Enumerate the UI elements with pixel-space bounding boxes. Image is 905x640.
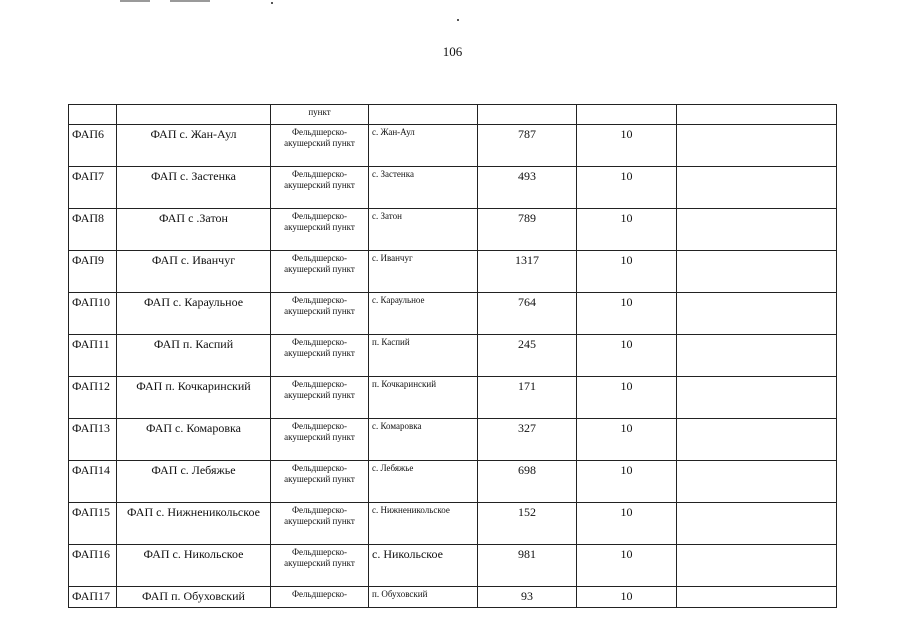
place-cell: с. Иванчуг: [369, 251, 478, 293]
value-cell: 10: [577, 293, 677, 335]
value-cell: 10: [577, 503, 677, 545]
empty-cell: [677, 587, 837, 608]
name-cell: ФАП п. Кочкаринский: [117, 377, 271, 419]
place-cell: п. Каспий: [369, 335, 478, 377]
code-cell: ФАП9: [69, 251, 117, 293]
population-cell: 93: [478, 587, 577, 608]
code-cell: ФАП13: [69, 419, 117, 461]
name-cell: ФАП с. Лебяжье: [117, 461, 271, 503]
table-row: [69, 377, 837, 419]
population-cell: 981: [478, 545, 577, 587]
value-cell: 10: [577, 335, 677, 377]
type-cell: Фельдшерско-акушерский пункт: [271, 167, 369, 209]
population-cell: 698: [478, 461, 577, 503]
scan-artifact: [120, 0, 150, 2]
name-cell: ФАП с. Никольское: [117, 545, 271, 587]
code-cell: ФАП15: [69, 503, 117, 545]
empty-cell: [677, 545, 837, 587]
table-row: [69, 587, 837, 608]
name-cell: ФАП с. Жан-Аул: [117, 125, 271, 167]
value-cell: 10: [577, 419, 677, 461]
table-row: [69, 461, 837, 503]
type-cell: Фельдшерско-акушерский пункт: [271, 125, 369, 167]
population-cell: 764: [478, 293, 577, 335]
place-cell: с. Жан-Аул: [369, 125, 478, 167]
empty-cell: [677, 209, 837, 251]
table-row: [69, 167, 837, 209]
scan-artifact: [271, 2, 273, 4]
population-cell: 493: [478, 167, 577, 209]
code-cell: ФАП10: [69, 293, 117, 335]
place-cell: п. Кочкаринский: [369, 377, 478, 419]
value-cell: 10: [577, 377, 677, 419]
population-cell: 1317: [478, 251, 577, 293]
scan-artifact: [170, 0, 210, 2]
code-cell: ФАП12: [69, 377, 117, 419]
table-row: [69, 293, 837, 335]
empty-cell: [677, 293, 837, 335]
type-cell: пункт: [271, 105, 369, 125]
code-cell: ФАП7: [69, 167, 117, 209]
empty-cell: [677, 251, 837, 293]
empty-cell: [677, 167, 837, 209]
population-cell: 152: [478, 503, 577, 545]
table-row: [69, 503, 837, 545]
population-cell: 789: [478, 209, 577, 251]
population-cell: 171: [478, 377, 577, 419]
type-cell: Фельдшерско-акушерский пункт: [271, 545, 369, 587]
empty-cell: [677, 461, 837, 503]
population-cell: 787: [478, 125, 577, 167]
empty-cell: [677, 503, 837, 545]
place-cell: с. Застенка: [369, 167, 478, 209]
type-cell: Фельдшерско-акушерский пункт: [271, 419, 369, 461]
type-cell: Фельдшерско-акушерский пункт: [271, 377, 369, 419]
table-row: [69, 335, 837, 377]
code-cell: ФАП17: [69, 587, 117, 608]
place-cell: с. Караульное: [369, 293, 478, 335]
name-cell: ФАП с. Иванчуг: [117, 251, 271, 293]
table-row: [69, 419, 837, 461]
value-cell: 10: [577, 167, 677, 209]
place-cell: с. Нижненикольское: [369, 503, 478, 545]
code-cell: ФАП16: [69, 545, 117, 587]
table-row-continuation: [69, 105, 837, 125]
fap-table: [68, 104, 837, 608]
name-cell: ФАП с. Комаровка: [117, 419, 271, 461]
empty-cell: [677, 335, 837, 377]
type-cell: Фельдшерско-акушерский пункт: [271, 461, 369, 503]
name-cell: ФАП п. Обуховский: [117, 587, 271, 608]
table-row: [69, 125, 837, 167]
code-cell: ФАП14: [69, 461, 117, 503]
name-cell: ФАП с. Нижненикольское: [117, 503, 271, 545]
type-cell: Фельдшерско-акушерский пункт: [271, 251, 369, 293]
place-cell: с. Никольское: [369, 545, 478, 587]
place-cell: с. Комаровка: [369, 419, 478, 461]
table-row: [69, 209, 837, 251]
code-cell: ФАП6: [69, 125, 117, 167]
population-cell: 245: [478, 335, 577, 377]
table-row: [69, 251, 837, 293]
value-cell: 10: [577, 587, 677, 608]
place-cell: с. Лебяжье: [369, 461, 478, 503]
name-cell: ФАП п. Каспий: [117, 335, 271, 377]
value-cell: 10: [577, 545, 677, 587]
name-cell: ФАП с .Затон: [117, 209, 271, 251]
name-cell: ФАП с. Застенка: [117, 167, 271, 209]
type-cell: Фельдшерско-акушерский пункт: [271, 209, 369, 251]
empty-cell: [677, 125, 837, 167]
place-cell: п. Обуховский: [369, 587, 478, 608]
table-row: [69, 545, 837, 587]
scan-artifact: [457, 19, 459, 21]
empty-cell: [677, 377, 837, 419]
value-cell: 10: [577, 461, 677, 503]
value-cell: 10: [577, 125, 677, 167]
value-cell: 10: [577, 209, 677, 251]
table-body: [69, 105, 837, 608]
empty-cell: [677, 419, 837, 461]
type-cell: Фельдшерско-акушерский пункт: [271, 503, 369, 545]
page-number: 106: [442, 44, 463, 59]
type-cell: Фельдшерско-: [271, 587, 369, 608]
type-cell: Фельдшерско-акушерский пункт: [271, 335, 369, 377]
code-cell: ФАП8: [69, 209, 117, 251]
name-cell: ФАП с. Караульное: [117, 293, 271, 335]
population-cell: 327: [478, 419, 577, 461]
type-cell: Фельдшерско-акушерский пункт: [271, 293, 369, 335]
place-cell: с. Затон: [369, 209, 478, 251]
value-cell: 10: [577, 251, 677, 293]
code-cell: ФАП11: [69, 335, 117, 377]
